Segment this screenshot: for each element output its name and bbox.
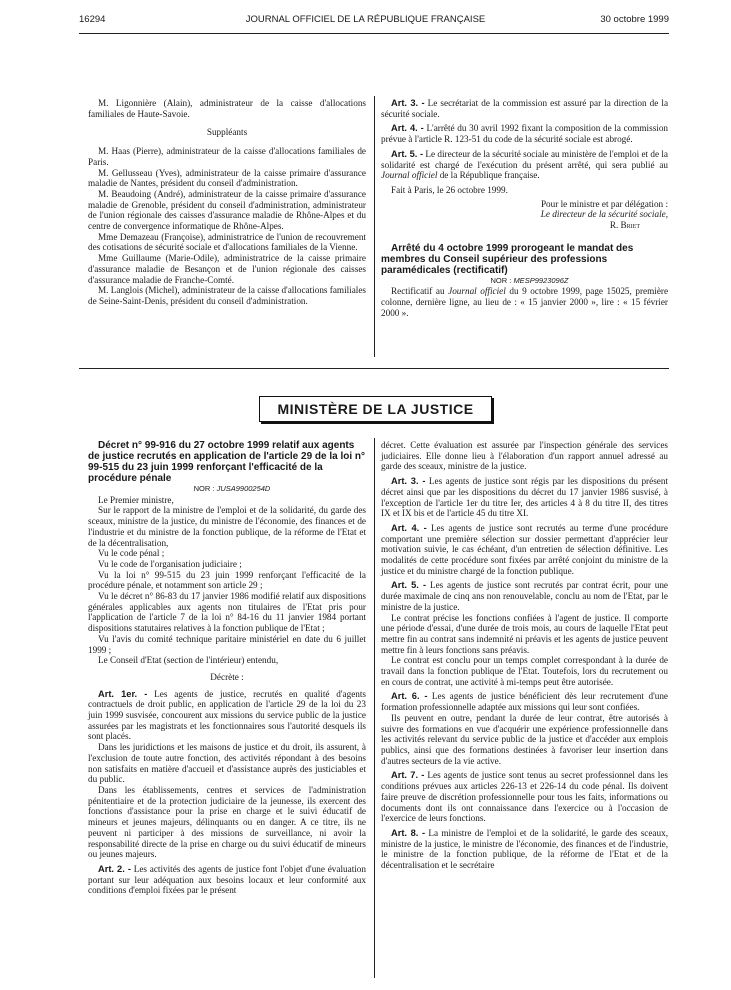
suppleant-item: M. Beaudoing (André), administrateur de la caisse primaire d'assurance maladie de Grenoble, président du conseil d'administration, administrateur de l'union régionale des caisses d'assurance maladie de Rhône-Alpes et du centre de convergence informatique de Rhône-Alpes. [88, 188, 366, 232]
suppleant-item: Mme Guillaume (Marie-Odile), administratrice de la caisse primaire d'assurance maladie de Besançon et de l'union régionale des caisses d'assurance maladie de Franche-Comté. [88, 253, 366, 285]
decrete: Décrète : [210, 671, 244, 682]
suppleant-item: Mme Demazeau (Françoise), administratrice de l'union de recouvrement des cotisations de sécurité sociale et d'allocations familiales de la Vienne. [88, 231, 366, 253]
journal-ref: Journal officiel [381, 170, 438, 181]
article-5-p3: Le contrat est conclu pour un temps complet correspondant à la durée de travail dans la fonction publique de l'Etat. Toutefois, lors du recrutement ou en cours de contrat, une activité à mi-temps peut être autorisée. [381, 655, 668, 687]
rect-text: du 9 octobre 1999, page 15025, première colonne, dernière ligne, au lieu de : « 15 janvier 2000 », lire : « 15 février 2000 ». [381, 286, 669, 318]
article-1-p2: Dans les juridictions et les maisons de justice et du droit, ils assurent, à l'exclusion de toute autre fonction, des activités répondant à des besoins non satisfaits en matière d'accueil et d'assistance auprès des justiciables et du public. [88, 742, 366, 785]
decree-para: Vu le décret n° 86-83 du 17 janvier 1986 modifié relatif aux dispositions générales applicables aux agents non titulaires de l'Etat pris pour l'application de l'article 7 de la loi n° 84-16 du 11 janvier 1984 portant dispositions statutaires relatives à la fonction publique de l'Etat ; [88, 591, 366, 634]
section-rule [79, 368, 669, 369]
article-text: Les agents de justice sont régis par les dispositions du présent décret ainsi que par les dispositions du décret du 17 janvier 1986 susvisé, à l'exception de l'article 1er du titre Ier, des articles 4 à 8 du titre II, des titres IX et IX bis et de l'article 45 du titre XI. [381, 476, 668, 519]
arrete-title: Arrêté du 4 octobre 1999 prorogeant le mandat des membres du Conseil supérieur des professions paramédicales (rectificatif) [381, 242, 634, 276]
article-label: Art. 5. - [391, 148, 424, 159]
article-text: Le secrétariat de la commission est assuré par la direction de la sécurité sociale. [381, 98, 669, 119]
decree-para: Vu l'avis du comité technique paritaire ministériel en date du 6 juillet 1999 ; [88, 633, 366, 655]
article-2 [88, 864, 366, 896]
article-text: Le directeur de la sécurité sociale au ministère de l'emploi et de la solidarité est chargé de l'exécution du présent arrêté, qui sera publié au [381, 148, 669, 170]
rect-text: Rectificatif au [391, 286, 445, 297]
suppleant-item: M. Haas (Pierre), administrateur de la caisse d'allocations familiales de Paris. [88, 146, 366, 167]
header-rule [79, 33, 669, 34]
done-at: Fait à Paris, le 26 octobre 1999. [391, 184, 508, 195]
article-label: Art. 4. - [391, 123, 424, 134]
journal-ref: Journal officiel [448, 286, 506, 297]
issue-date: 30 octobre 1999 [600, 14, 669, 25]
rectificatif [381, 286, 668, 318]
article-8 [381, 828, 668, 871]
top-right-column [381, 98, 668, 319]
article-label: Art. 2. - [98, 863, 131, 874]
article-5-top [381, 149, 668, 181]
article-3 [381, 476, 668, 519]
nor-code: JUSA9900254D [216, 484, 271, 493]
article-text: Les agents de justice sont recrutés au terme d'une procédure comportant une première sélection sur dossier permettant d'apprécier leur motivation suivie, le cas échéant, d'un entretien de sélection définitive. Les modalités de cette procédure sont fixées par arrêté conjoint du ministre de la justice et du ministre chargé de la fonction publique. [381, 522, 669, 576]
signature-name [381, 220, 668, 231]
decree-para: Vu le code de l'organisation judiciaire ; [98, 558, 242, 569]
nor-label: NOR : [193, 484, 215, 493]
decree-nor [88, 484, 366, 495]
decree-para: Vu le code pénal ; [98, 548, 165, 559]
page-header [0, 0, 731, 30]
article-5-p2: Le contrat précise les fonctions confiées à l'agent de justice. Il comporte une période d'essai, d'une durée de trois mois, au cours de laquelle l'Etat peut mettre fin au contrat sans indemnité ni préavis et les agents de justice peuvent mettre fin à leurs fonctions sans préavis. [381, 612, 668, 655]
article-text: La ministre de l'emploi et de la solidarité, le garde des sceaux, ministre de la justice, le ministre de l'économie, des finances et de l'industrie, le ministre de la fonction publique, de la réforme de l'Etat et de la décentralisation et le secrétaire [381, 827, 668, 871]
journal-title: JOURNAL OFFICIEL DE LA RÉPUBLIQUE FRANÇAISE [245, 14, 486, 25]
suppleant-item: M. Gellusseau (Yves), administrateur de la caisse primaire d'assurance maladie de Nantes, président du conseil d'administration. [88, 167, 366, 189]
signature-line-1: Pour le ministre et par délégation : [540, 198, 668, 209]
ministry-heading: MINISTÈRE DE LA JUSTICE [259, 396, 492, 422]
decree-right-column [381, 440, 668, 871]
article-text: Les agents de justice bénéficient dès leur recrutement d'une formation professionnelle adaptée aux missions qui leur sont confiées. [381, 691, 668, 713]
article-text: Les agents de justice, recrutés en qualité d'agents contractuels de droit public, en application de l'article 29 de la loi du 23 juin 1999 susvisée, concourent aux missions du service public de la justice assurées par les magistrats et les fonctionnaires sous l'autorité desquels ils sont placés. [88, 688, 366, 742]
article-text: L'arrêté du 30 avril 1992 fixant la composition de la commission prévue à l'article R. 123-51 du code de la sécurité sociale est abrogé. [381, 123, 669, 145]
article-3-top [381, 98, 668, 119]
article-2-cont: décret. Cette évaluation est assurée par l'inspection générale des services judiciaires. Elle donne lieu à l'élaboration d'un rapport annuel adressé au garde des sceaux, ministre de la justice. [381, 440, 668, 472]
article-1 [88, 689, 366, 743]
article-label: Art. 4. - [391, 522, 427, 533]
article-label: Art. 1er. - [98, 688, 148, 699]
article-4-top [381, 123, 668, 144]
arrete-nor [381, 276, 668, 287]
article-6-p2: Ils peuvent en outre, pendant la durée de leur contrat, être autorisés à suivre des formations en vue d'acquérir une expérience professionnelle dans les activités relevant du service public de la justice et d'accéder aux emplois publics, ainsi que des formations destinées à favoriser leur insertion dans d'autres secteurs de la vie active. [381, 712, 668, 766]
decree-title: Décret n° 99-916 du 27 octobre 1999 relatif aux agents de justice recrutés en application de l'article 29 de la loi n° 99-515 du 23 juin 1999 renforçant l'efficacité de la procédure pénale [88, 440, 366, 484]
decree-para: Le Premier ministre, [98, 494, 174, 505]
article-text: de la République française. [439, 170, 540, 181]
nor-label: NOR : [490, 275, 512, 285]
page-number: 16294 [79, 14, 106, 25]
column-divider-bottom [374, 438, 375, 978]
article-label: Art. 6. - [391, 691, 428, 702]
decree-para: Le Conseil d'Etat (section de l'intérieur) entendu, [98, 655, 279, 666]
article-label: Art. 3. - [391, 476, 426, 487]
article-label: Art. 5. - [391, 580, 427, 591]
signature-line-2: Le directeur de la sécurité sociale, [540, 209, 668, 220]
article-label: Art. 7. - [391, 770, 425, 781]
suppleants-heading: Suppléants [206, 127, 248, 138]
article-text: Les agents de justice sont tenus au secret professionnel dans les conditions prévues aux articles 226-13 et 226-14 du code pénal. Ils doivent faire preuve de discrétion professionnelle pour tous les faits, informations ou documents dont ils ont connaissance dans l'exercice ou à l'occasion de l'exercice de leurs fonctions. [381, 770, 669, 824]
suppleant-item: M. Langlois (Michel), administrateur de la caisse d'allocations familiales de Seine-Saint-Denis, président du conseil d'administration. [88, 285, 367, 306]
article-4 [381, 523, 668, 577]
article-1-p3: Dans les établissements, centres et services de l'administration pénitentiaire et de la protection judiciaire de la jeunesse, ils exercent des fonctions d'assistance pour la prise en charge et le suivi éducatif de mineurs et jeunes majeurs, délinquants ou en danger. A ce titre, ils ne peuvent ni participer à des missions de surveillance, ni avoir la responsabilité directe de la prise en charge ou du suivi éducatif de mineurs ou jeunes majeurs. [88, 784, 366, 860]
article-5 [381, 580, 668, 612]
nor-code: MESP9923096Z [513, 275, 569, 285]
article-text: Les agents de justice sont recrutés par contrat écrit, pour une durée maximale de cinq ans non renouvelable, conclu au nom de l'Etat, par le ministre de la justice. [381, 580, 669, 612]
signatory: R. Briet [609, 220, 640, 231]
article-7 [381, 770, 668, 824]
top-left-column [88, 98, 366, 307]
column-divider-top [374, 96, 375, 357]
article-text: Les activités des agents de justice font l'objet d'une évaluation portant sur leur adéquation aux besoins locaux et leur conformité aux conditions d'emploi fixées par le présent [88, 863, 366, 896]
decree-para: Vu la loi n° 99-515 du 23 juin 1999 renforçant l'efficacité de la procédure pénale, et notamment son article 29 ; [88, 569, 366, 591]
decree-left-column [88, 440, 366, 896]
article-label: Art. 3. - [391, 98, 425, 108]
article-6 [381, 691, 668, 712]
member-ligonniere: M. Ligonnière (Alain), administrateur de la caisse d'allocations familiales de Haute-Savoie. [88, 98, 366, 119]
article-label: Art. 8. - [391, 827, 426, 838]
decree-para: Sur le rapport de la ministre de l'emploi et de la solidarité, du garde des sceaux, ministre de la justice, du ministre de l'économie, des finances et de l'industrie et du ministre de la fonction publique, de la réforme de l'Etat et de la décentralisation, [88, 505, 366, 548]
